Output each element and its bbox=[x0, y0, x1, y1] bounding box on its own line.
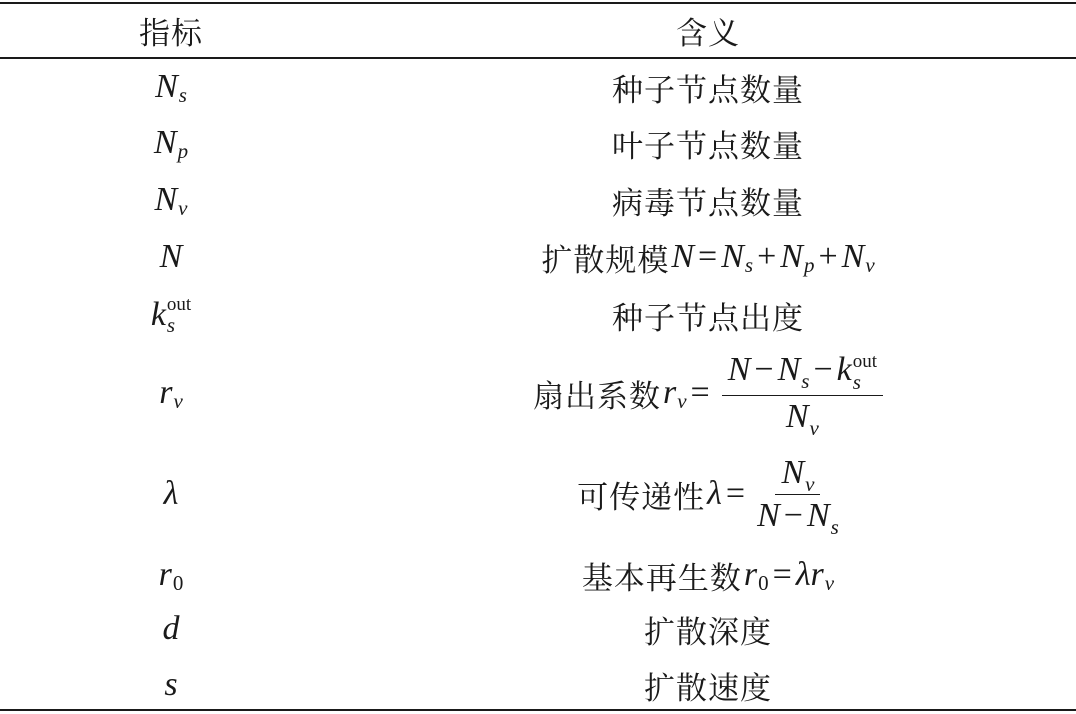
meaning-lambda bbox=[330, 448, 1076, 540]
table-header-rule bbox=[0, 57, 1076, 59]
meaning-r0-text: 基本再生数 bbox=[581, 560, 742, 597]
indicator-np: N p bbox=[153, 124, 189, 163]
meaning-ks-out: 种子节点出度 bbox=[612, 300, 804, 337]
indicator-rv: r v bbox=[159, 374, 183, 413]
indicator-n: N bbox=[159, 238, 183, 275]
indicator-ns: N s bbox=[155, 68, 187, 107]
meaning-lambda-text: 可传递性 bbox=[577, 479, 706, 516]
meaning-nv: 病毒节点数量 bbox=[612, 185, 804, 222]
meaning-s: 扩散速度 bbox=[644, 670, 772, 707]
meaning-np: 叶子节点数量 bbox=[612, 128, 804, 165]
formula-rv-fraction: $N - N_s - k$ out s $N_v$ bbox=[722, 351, 883, 435]
meaning-n bbox=[330, 232, 1076, 282]
meaning-n-text: 扩散规模 bbox=[541, 242, 670, 279]
header-meaning: 含义 bbox=[676, 15, 740, 52]
meaning-rv-text: 扇出系数 bbox=[532, 378, 661, 415]
header-indicator: 指标 bbox=[139, 15, 203, 52]
indicator-d: d bbox=[162, 610, 180, 647]
formula-n: N = N s + N p + N v bbox=[671, 238, 875, 277]
meaning-ns: 种子节点数量 bbox=[612, 72, 804, 109]
indicator-r0: r 0 bbox=[158, 556, 184, 595]
indicator-ks-out: k out s bbox=[150, 293, 192, 337]
table-top-rule bbox=[0, 2, 1076, 4]
formula-lambda-fraction: $\frac{N_v}{N - N_s}$ bbox=[757, 454, 839, 539]
formula-rv: r v = $N - N_s - k$ out s $N_v$ bbox=[663, 351, 883, 435]
formula-lambda: λ = $\frac{N_v}{N - N_s}$ bbox=[707, 454, 839, 539]
indicator-s: s bbox=[164, 666, 178, 703]
meaning-rv bbox=[330, 348, 1076, 438]
indicator-nv: N v bbox=[154, 181, 188, 220]
formula-r0: r 0 = λr v bbox=[743, 556, 835, 595]
indicator-lambda: λ bbox=[163, 475, 179, 512]
meaning-r0 bbox=[330, 548, 1076, 602]
meaning-d: 扩散深度 bbox=[644, 614, 772, 651]
